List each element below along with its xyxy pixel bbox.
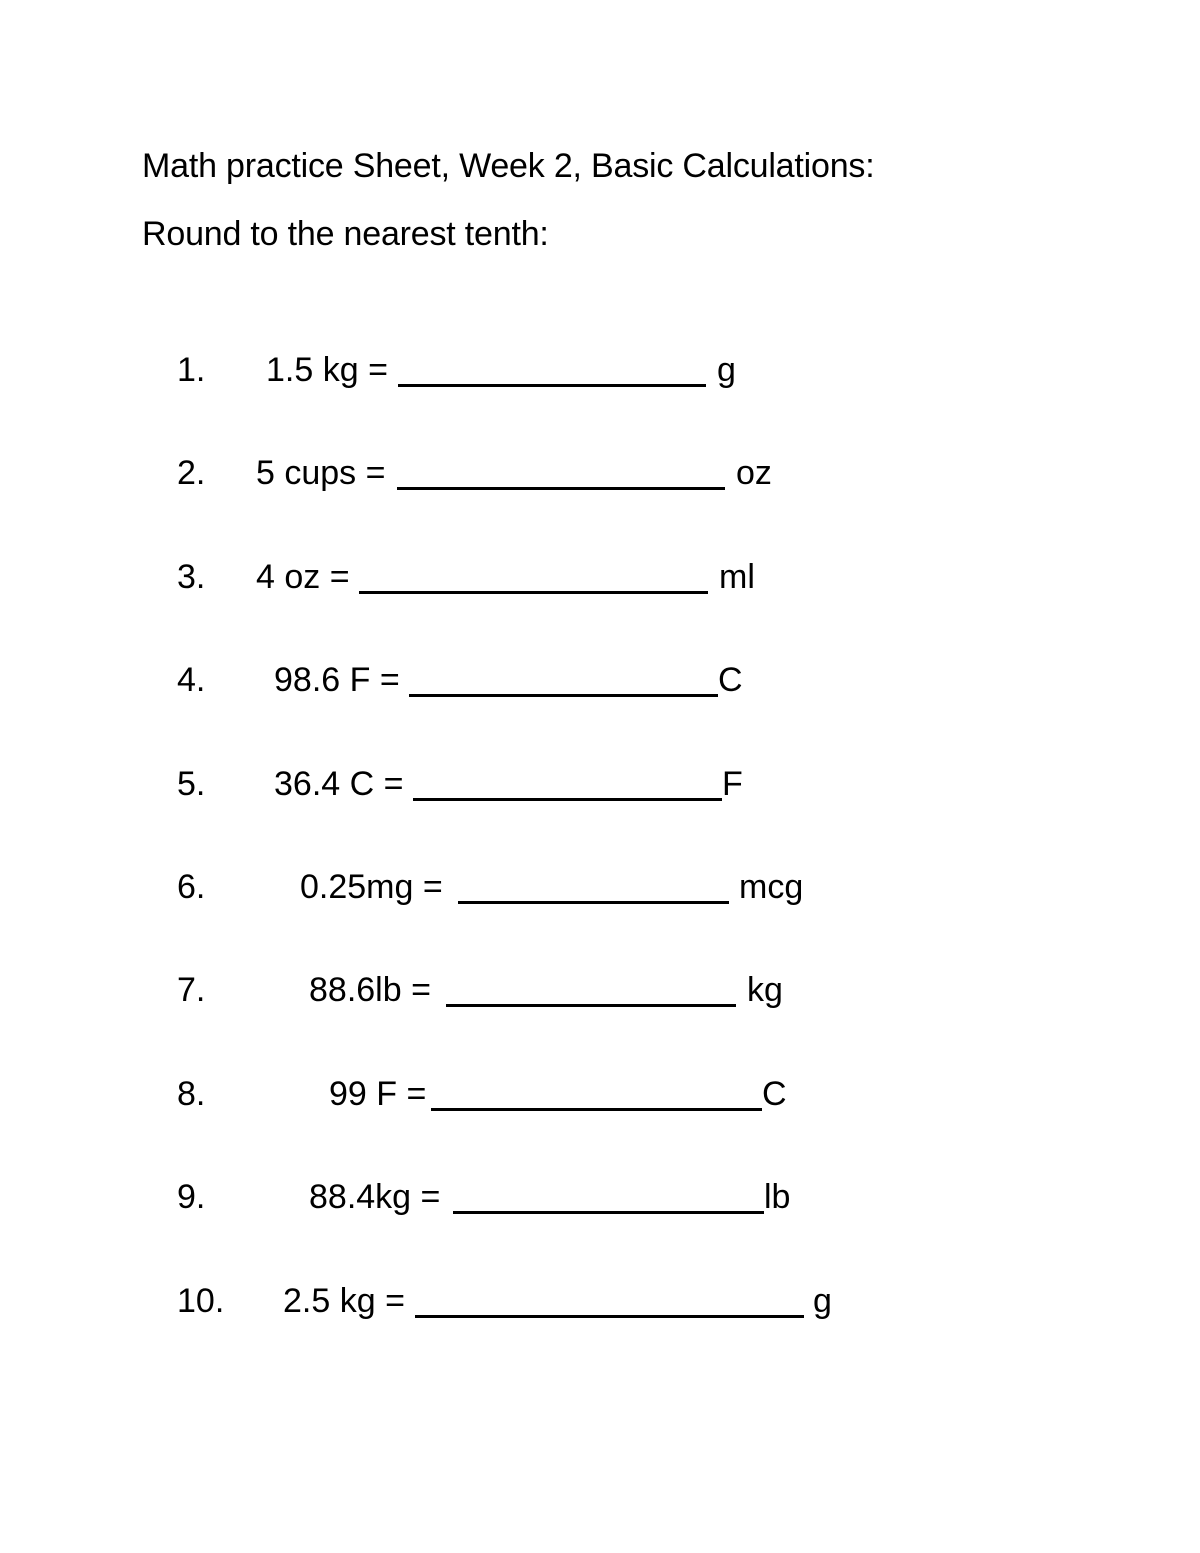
problem-expression: 5 cups = <box>256 454 386 492</box>
problem-number: 5. <box>177 765 206 803</box>
problem-expression: 99 F = <box>329 1075 427 1113</box>
worksheet-title: Math practice Sheet, Week 2, Basic Calculations: <box>142 147 875 185</box>
answer-unit: kg <box>747 971 783 1009</box>
answer-blank <box>359 591 708 594</box>
answer-blank <box>413 798 722 801</box>
problem-row <box>0 968 1200 1012</box>
problem-expression: 88.4kg = <box>309 1178 441 1216</box>
answer-unit: oz <box>736 454 772 492</box>
answer-unit: mcg <box>739 868 804 906</box>
answer-blank <box>415 1315 804 1318</box>
answer-blank <box>409 694 718 697</box>
problem-row <box>0 555 1200 599</box>
problem-number: 4. <box>177 661 206 699</box>
answer-unit: C <box>718 661 743 699</box>
answer-unit: ml <box>719 558 755 596</box>
answer-unit: g <box>717 351 736 389</box>
problem-row <box>0 348 1200 392</box>
answer-blank <box>453 1211 764 1214</box>
problem-number: 10. <box>177 1282 225 1320</box>
answer-unit: g <box>813 1282 832 1320</box>
problem-expression: 88.6lb = <box>309 971 431 1009</box>
problem-row <box>0 451 1200 495</box>
problem-expression: 36.4 C = <box>274 765 404 803</box>
answer-blank <box>446 1004 736 1007</box>
answer-blank <box>397 487 725 490</box>
answer-blank <box>398 384 706 387</box>
problem-row <box>0 1279 1200 1323</box>
problem-number: 7. <box>177 971 206 1009</box>
problem-row <box>0 1175 1200 1219</box>
problem-number: 1. <box>177 351 206 389</box>
problem-row <box>0 658 1200 702</box>
worksheet-instruction: Round to the nearest tenth: <box>142 215 549 253</box>
answer-unit: lb <box>764 1178 791 1216</box>
problem-row <box>0 1072 1200 1116</box>
problem-expression: 2.5 kg = <box>283 1282 405 1320</box>
problem-row <box>0 762 1200 806</box>
answer-unit: C <box>762 1075 787 1113</box>
answer-unit: F <box>722 765 743 803</box>
problem-number: 8. <box>177 1075 206 1113</box>
problem-expression: 4 oz = <box>256 558 350 596</box>
problem-expression: 0.25mg = <box>300 868 443 906</box>
problem-expression: 1.5 kg = <box>266 351 388 389</box>
problem-row <box>0 865 1200 909</box>
problem-expression: 98.6 F = <box>274 661 400 699</box>
answer-blank <box>431 1108 762 1111</box>
problem-number: 6. <box>177 868 206 906</box>
problem-number: 3. <box>177 558 206 596</box>
problem-number: 2. <box>177 454 206 492</box>
problem-number: 9. <box>177 1178 206 1216</box>
answer-blank <box>458 901 729 904</box>
